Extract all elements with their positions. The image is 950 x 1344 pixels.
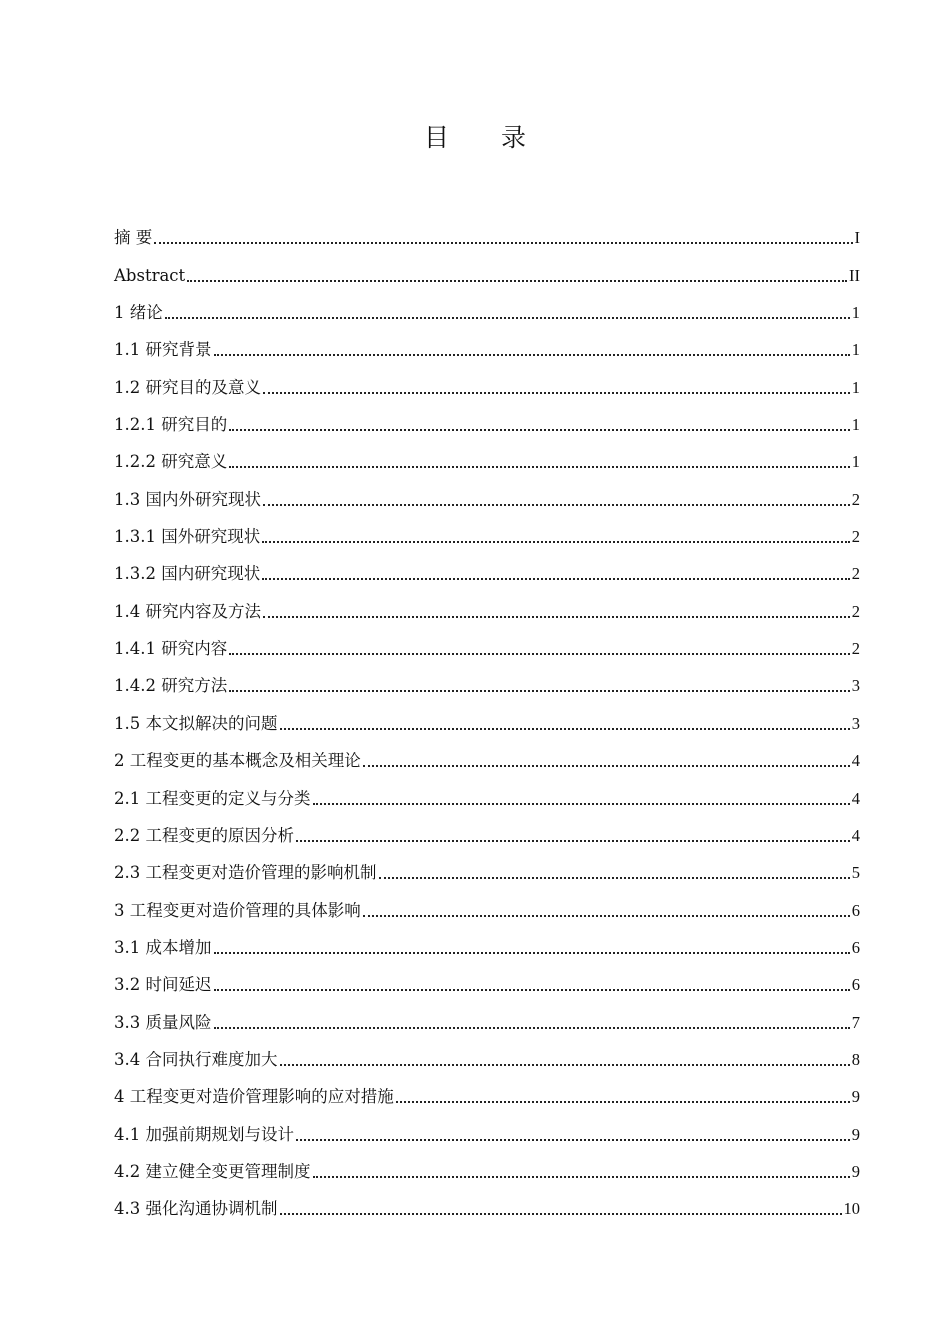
toc-entry-title: 1.2 研究目的及意义 xyxy=(114,377,261,397)
toc-entry[interactable] xyxy=(114,959,860,996)
dot-leader xyxy=(280,1064,850,1066)
dot-leader xyxy=(229,429,850,431)
dot-leader xyxy=(187,280,847,282)
toc-entry[interactable] xyxy=(114,585,860,622)
toc-entry-title: 2 工程变更的基本概念及相关理论 xyxy=(114,751,361,771)
toc-entry-page: 1 xyxy=(851,415,860,435)
toc-entry-page: 2 xyxy=(851,601,860,621)
toc-entry-page: 4 xyxy=(851,825,860,845)
toc-entry[interactable] xyxy=(114,697,860,734)
toc-entry-title: 3 工程变更对造价管理的具体影响 xyxy=(114,900,361,920)
toc-entry-title: 2.3 工程变更对造价管理的影响机制 xyxy=(114,863,377,883)
dot-leader xyxy=(280,1213,842,1215)
toc-entry-title: 1.2.2 研究意义 xyxy=(114,452,228,472)
toc-entry-title: 2.1 工程变更的定义与分类 xyxy=(114,788,311,808)
toc-entry-page: 9 xyxy=(851,1161,860,1181)
dot-leader xyxy=(396,1101,850,1103)
toc-entry-title: 4 工程变更对造价管理影响的应对措施 xyxy=(114,1087,394,1107)
toc-entry-page: 3 xyxy=(851,676,860,696)
toc-entry[interactable] xyxy=(114,1034,860,1071)
toc-entry[interactable] xyxy=(114,623,860,660)
toc-entry[interactable] xyxy=(114,810,860,847)
toc-entry-page: 9 xyxy=(851,1124,860,1144)
toc-entry-title: 4.2 建立健全变更管理制度 xyxy=(114,1161,311,1181)
toc-entry-title: 3.4 合同执行难度加大 xyxy=(114,1049,278,1069)
toc-entry-title: 3.1 成本增加 xyxy=(114,937,212,957)
dot-leader xyxy=(263,392,850,394)
dot-leader xyxy=(214,952,850,954)
toc-entry-title: 3.2 时间延迟 xyxy=(114,975,212,995)
toc-entry[interactable] xyxy=(114,847,860,884)
toc-entry[interactable] xyxy=(114,212,860,249)
toc-entry-page: II xyxy=(849,265,860,285)
toc-entry[interactable] xyxy=(114,399,860,436)
toc-entry[interactable] xyxy=(114,996,860,1033)
toc-entry-title: 1.3.2 国内研究现状 xyxy=(114,564,261,584)
toc-entry[interactable] xyxy=(114,884,860,921)
toc-entry[interactable] xyxy=(114,1146,860,1183)
dot-leader xyxy=(262,541,850,543)
toc-entry[interactable] xyxy=(114,735,860,772)
dot-leader xyxy=(379,877,850,879)
toc-entry-title: 1.5 本文拟解决的问题 xyxy=(114,713,278,733)
toc-entry-title: 1.1 研究背景 xyxy=(114,340,212,360)
toc-entry[interactable] xyxy=(114,660,860,697)
toc-entry-page: 1 xyxy=(851,303,860,323)
toc-entry-page: 1 xyxy=(851,452,860,472)
dot-leader xyxy=(154,242,852,244)
dot-leader xyxy=(229,466,850,468)
toc-entry-page: 2 xyxy=(851,639,860,659)
toc-entry-title: 摘 要 xyxy=(114,228,153,248)
toc-entry-page: 8 xyxy=(851,1049,860,1069)
dot-leader xyxy=(313,803,850,805)
toc-entry-title: 4.1 加强前期规划与设计 xyxy=(114,1124,294,1144)
toc-entry-title: 4.3 强化沟通协调机制 xyxy=(114,1199,278,1219)
toc-entry-title: 1.4.2 研究方法 xyxy=(114,676,228,696)
toc-entry-page: 6 xyxy=(851,937,860,957)
toc-entry-page: 2 xyxy=(851,527,860,547)
toc-entry[interactable] xyxy=(114,922,860,959)
toc-entry[interactable] xyxy=(114,1183,860,1220)
toc-entry-page: 4 xyxy=(851,788,860,808)
dot-leader xyxy=(214,1027,850,1029)
dot-leader xyxy=(296,840,850,842)
page-title: 目 录 xyxy=(424,123,548,152)
toc-entry-page: 5 xyxy=(851,863,860,883)
dot-leader xyxy=(280,728,850,730)
dot-leader xyxy=(363,915,850,917)
toc-entry[interactable] xyxy=(114,249,860,286)
toc-entry-page: 6 xyxy=(851,900,860,920)
toc-entry[interactable] xyxy=(114,772,860,809)
toc-entry-title: 3.3 质量风险 xyxy=(114,1012,212,1032)
toc-entry-title: Abstract xyxy=(114,265,186,285)
toc-entry-title: 1.3 国内外研究现状 xyxy=(114,489,261,509)
toc-entry-page: 7 xyxy=(851,1012,860,1032)
toc-entry-title: 1.2.1 研究目的 xyxy=(114,415,228,435)
dot-leader xyxy=(262,578,850,580)
toc-entry[interactable] xyxy=(114,324,860,361)
toc-entry[interactable] xyxy=(114,287,860,324)
dot-leader xyxy=(296,1139,850,1141)
toc-entry-page: 6 xyxy=(851,975,860,995)
dot-leader xyxy=(313,1176,850,1178)
toc-entry[interactable] xyxy=(114,361,860,398)
toc-entry-title: 1.4.1 研究内容 xyxy=(114,639,228,659)
table-of-contents xyxy=(114,212,860,1220)
toc-entry-page: 4 xyxy=(851,751,860,771)
toc-entry-title: 1 绪论 xyxy=(114,303,163,323)
toc-entry[interactable] xyxy=(114,1108,860,1145)
toc-entry-title: 1.3.1 国外研究现状 xyxy=(114,527,261,547)
dot-leader xyxy=(165,317,850,319)
dot-leader xyxy=(229,690,850,692)
toc-entry-page: 9 xyxy=(851,1087,860,1107)
toc-entry-page: 2 xyxy=(851,489,860,509)
toc-entry-page: 3 xyxy=(851,713,860,733)
toc-entry-page: 1 xyxy=(851,377,860,397)
dot-leader xyxy=(214,354,850,356)
toc-entry-page: 1 xyxy=(851,340,860,360)
dot-leader xyxy=(363,765,850,767)
toc-entry[interactable] xyxy=(114,548,860,585)
dot-leader xyxy=(214,989,850,991)
toc-entry-title: 2.2 工程变更的原因分析 xyxy=(114,825,294,845)
toc-entry-page: 2 xyxy=(851,564,860,584)
toc-entry[interactable] xyxy=(114,473,860,510)
dot-leader xyxy=(229,653,850,655)
toc-entry[interactable] xyxy=(114,1071,860,1108)
toc-entry-page: I xyxy=(854,228,860,248)
toc-entry[interactable] xyxy=(114,511,860,548)
toc-entry-page: 10 xyxy=(843,1199,860,1219)
dot-leader xyxy=(263,504,850,506)
toc-entry-title: 1.4 研究内容及方法 xyxy=(114,601,261,621)
toc-entry[interactable] xyxy=(114,436,860,473)
dot-leader xyxy=(263,616,850,618)
